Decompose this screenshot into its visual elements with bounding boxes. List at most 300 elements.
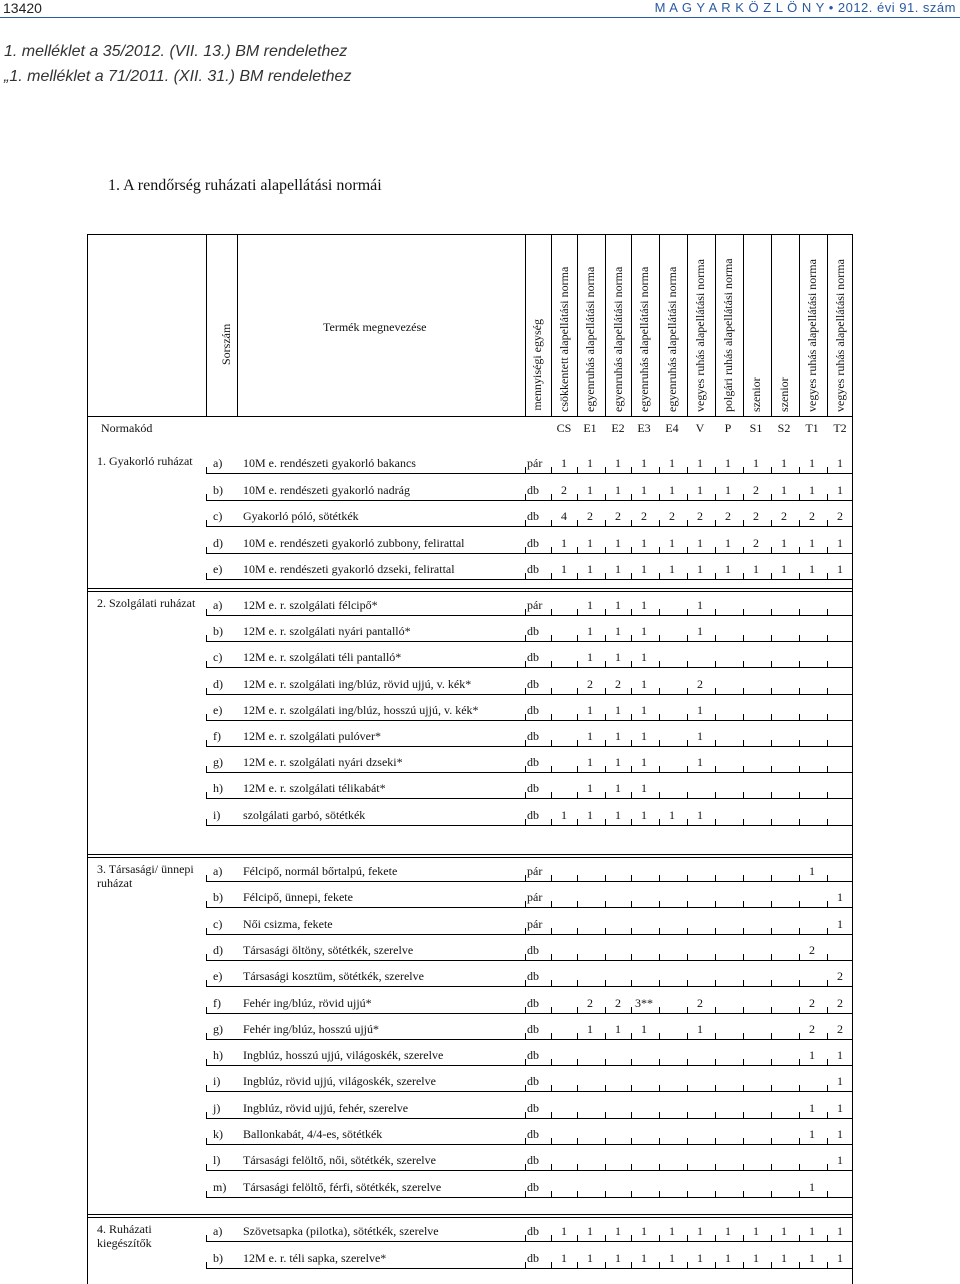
row-value: 1 [725, 535, 731, 550]
row-key: d) [213, 535, 223, 550]
norm-col-divider [771, 234, 772, 416]
row-tick [577, 1138, 578, 1145]
row-tick [605, 714, 606, 721]
row-key: k) [213, 1127, 223, 1141]
row-tick [525, 1164, 526, 1171]
row-tick [605, 1085, 606, 1092]
row-rule [206, 641, 853, 642]
row-tick [743, 1191, 744, 1198]
row-tick [525, 901, 526, 908]
journal-title: M A G Y A R K Ö Z L Ö N Y • 2012. évi 91. szám [654, 0, 956, 15]
row-tick [715, 1235, 716, 1242]
row-tick [525, 661, 526, 668]
row-product-name: Szövetsapka (pilotka), sötétkék, szerelve [243, 1224, 439, 1238]
row-tick [551, 547, 552, 554]
row-value: 1 [587, 482, 593, 497]
page-title: 1. A rendőrség ruházati alapellátási normái [108, 177, 382, 194]
row-value: 1 [669, 1250, 675, 1265]
row-value: 1 [587, 562, 593, 576]
row-rule [206, 694, 853, 695]
row-value: 1 [809, 456, 815, 470]
row-tick [827, 661, 828, 668]
row-tick [715, 1262, 716, 1269]
row-product-name: 10M e. rendészeti gyakorló dzseki, felirattal [243, 562, 455, 576]
row-tick [551, 714, 552, 721]
row-key: a) [213, 456, 223, 470]
row-tick [743, 609, 744, 616]
row-value: 1 [561, 562, 567, 576]
row-tick [577, 609, 578, 616]
row-tick [631, 875, 632, 882]
row-tick [715, 928, 716, 935]
row-unit: pár [527, 916, 543, 931]
row-tick [659, 875, 660, 882]
row-tick [687, 609, 688, 616]
section-separator [87, 1217, 853, 1218]
row-product-name: Félcipő, ünnepi, fekete [243, 890, 353, 905]
row-tick [743, 1085, 744, 1092]
norm-column-header: egyenruhás alapellátási norma [583, 266, 597, 412]
row-value: 1 [781, 1224, 787, 1238]
row-rule [206, 1065, 853, 1066]
row-tick [715, 740, 716, 747]
row-rule [206, 1170, 853, 1171]
row-tick [743, 1059, 744, 1066]
row-tick [799, 661, 800, 668]
row-tick [715, 494, 716, 501]
row-key: i) [213, 807, 221, 822]
row-tick [799, 467, 800, 474]
normakod-label: Normakód [101, 421, 153, 435]
row-tick [743, 1033, 744, 1040]
row-tick [631, 819, 632, 826]
row-tick [659, 980, 660, 987]
table-border-top [87, 234, 853, 235]
row-tick [687, 1033, 688, 1040]
row-value: 1 [781, 482, 787, 497]
row-tick [687, 688, 688, 695]
row-value: 1 [561, 456, 567, 470]
row-value: 2 [615, 509, 621, 523]
row-key: e) [213, 969, 223, 984]
row-rule [206, 1013, 853, 1014]
row-tick [771, 928, 772, 935]
row-tick [659, 714, 660, 721]
row-tick [799, 1191, 800, 1198]
row-tick [771, 547, 772, 554]
norm-col-divider [577, 234, 578, 416]
row-tick [206, 494, 207, 501]
row-key: f) [213, 729, 221, 743]
row-product-name: Gyakorló póló, sötétkék [243, 509, 359, 523]
row-value: 1 [837, 456, 843, 470]
row-tick [577, 661, 578, 668]
row-tick [687, 635, 688, 642]
row-product-name: 12M e. r. szolgálati nyári dzseki* [243, 755, 403, 770]
row-value: 1 [641, 456, 647, 470]
row-value: 2 [697, 509, 703, 523]
row-key: i) [213, 1074, 221, 1089]
row-tick [771, 467, 772, 474]
row-tick [206, 609, 207, 616]
row-tick [659, 819, 660, 826]
row-tick [827, 494, 828, 501]
row-tick [687, 740, 688, 747]
row-tick [605, 901, 606, 908]
row-tick [631, 1138, 632, 1145]
row-tick [827, 1059, 828, 1066]
row-value: 1 [781, 535, 787, 550]
row-value: 1 [641, 598, 647, 612]
row-tick [605, 740, 606, 747]
row-key: j) [213, 1100, 221, 1115]
row-value: 1 [587, 598, 593, 612]
row-tick [631, 494, 632, 501]
row-key: b) [213, 482, 223, 497]
row-unit: db [527, 781, 539, 796]
row-key: m) [213, 1179, 227, 1194]
row-product-name: Társasági felöltő, férfi, sötétkék, szerelve [243, 1179, 442, 1194]
row-value: 1 [615, 482, 621, 497]
row-tick [659, 467, 660, 474]
row-tick [827, 740, 828, 747]
section-separator [87, 857, 853, 858]
row-value: 1 [587, 1021, 593, 1036]
row-key: a) [213, 598, 223, 612]
row-tick [799, 766, 800, 773]
row-tick [687, 1164, 688, 1171]
row-value: 1 [837, 916, 843, 931]
row-value: 1 [837, 482, 843, 497]
row-tick [827, 573, 828, 580]
norm-column-header: polgári ruhás alapellátási norma [721, 258, 735, 412]
row-tick [577, 792, 578, 799]
row-tick [687, 467, 688, 474]
row-tick [659, 609, 660, 616]
row-tick [605, 635, 606, 642]
norm-code: P [724, 421, 732, 435]
col-divider [206, 234, 207, 416]
row-tick [577, 980, 578, 987]
row-tick [206, 1164, 207, 1171]
row-tick [799, 954, 800, 961]
row-tick [605, 875, 606, 882]
row-tick [525, 766, 526, 773]
row-tick [577, 954, 578, 961]
row-tick [743, 819, 744, 826]
row-value: 1 [641, 482, 647, 497]
row-tick [659, 1191, 660, 1198]
row-key: b) [213, 1250, 223, 1265]
row-tick [551, 1235, 552, 1242]
norm-column-header: egyenruhás alapellátási norma [665, 266, 679, 412]
row-rule [206, 579, 853, 580]
row-value: 1 [615, 729, 621, 743]
row-tick [525, 1033, 526, 1040]
row-value: 1 [615, 1021, 621, 1036]
row-tick [605, 494, 606, 501]
row-tick [799, 1007, 800, 1014]
row-tick [799, 1085, 800, 1092]
row-tick [525, 954, 526, 961]
row-tick [525, 547, 526, 554]
row-unit: pár [527, 456, 543, 470]
row-value: 1 [615, 755, 621, 770]
row-tick [715, 688, 716, 695]
row-tick [551, 467, 552, 474]
row-key: g) [213, 1021, 223, 1036]
row-tick [605, 1164, 606, 1171]
row-value: 1 [561, 1224, 567, 1238]
norm-column-header: csökkentett alapellátási norma [557, 266, 571, 412]
row-value: 1 [697, 1224, 703, 1238]
row-tick [206, 875, 207, 882]
row-tick [551, 928, 552, 935]
row-tick [605, 1235, 606, 1242]
row-key: c) [213, 650, 223, 665]
row-value: 1 [809, 1250, 815, 1265]
row-rule [206, 772, 853, 773]
row-tick [551, 520, 552, 527]
row-value: 1 [641, 781, 647, 796]
row-tick [771, 688, 772, 695]
row-key: b) [213, 624, 223, 639]
row-tick [771, 1033, 772, 1040]
row-tick [631, 661, 632, 668]
row-tick [206, 766, 207, 773]
row-tick [206, 1007, 207, 1014]
page-header [0, 0, 960, 16]
row-tick [605, 1112, 606, 1119]
norm-col-divider [631, 234, 632, 416]
row-tick [771, 1138, 772, 1145]
row-tick [715, 901, 716, 908]
row-tick [659, 494, 660, 501]
row-value: 2 [669, 509, 675, 523]
row-key: e) [213, 562, 223, 576]
row-tick [715, 1085, 716, 1092]
row-product-name: szolgálati garbó, sötétkék [243, 807, 366, 822]
row-value: 1 [809, 1048, 815, 1063]
row-tick [827, 928, 828, 935]
row-value: 1 [837, 890, 843, 905]
row-tick [827, 1191, 828, 1198]
row-product-name: 12M e. r. szolgálati nyári pantalló* [243, 624, 411, 639]
row-tick [551, 1007, 552, 1014]
row-value: 1 [753, 456, 759, 470]
row-value: 1 [615, 562, 621, 576]
row-product-name: 12M e. r. szolgálati téli pantalló* [243, 650, 402, 665]
row-tick [525, 1191, 526, 1198]
row-value: 1 [837, 1224, 843, 1238]
row-tick [631, 635, 632, 642]
annex-line-2: „1. melléklet a 71/2011. (XII. 31.) BM rendelethez [4, 68, 352, 85]
row-unit: db [527, 995, 539, 1010]
row-tick [827, 792, 828, 799]
row-tick [525, 1262, 526, 1269]
row-tick [771, 901, 772, 908]
row-tick [659, 1235, 660, 1242]
row-tick [605, 1007, 606, 1014]
row-tick [605, 954, 606, 961]
row-rule [206, 473, 853, 474]
row-rule [206, 526, 853, 527]
row-tick [577, 1262, 578, 1269]
section-separator [87, 854, 853, 855]
row-product-name: Társasági öltöny, sötétkék, szerelve [243, 942, 414, 957]
row-value: 3** [635, 995, 653, 1010]
row-value: 1 [615, 1224, 621, 1238]
row-value: 2 [615, 676, 621, 691]
row-tick [605, 928, 606, 935]
row-tick [206, 980, 207, 987]
row-unit: db [527, 1021, 539, 1036]
row-tick [551, 494, 552, 501]
row-tick [659, 1112, 660, 1119]
norm-column-header: szenior [749, 377, 763, 412]
row-tick [577, 1191, 578, 1198]
norm-code: E3 [637, 421, 651, 435]
section-title: 3. Társasági/ ünnepi ruházat [97, 862, 194, 890]
row-tick [577, 467, 578, 474]
row-value: 1 [587, 807, 593, 822]
row-tick [551, 661, 552, 668]
row-value: 1 [641, 1021, 647, 1036]
row-unit: db [527, 755, 539, 770]
row-tick [743, 980, 744, 987]
row-value: 2 [837, 969, 843, 984]
row-tick [525, 792, 526, 799]
row-tick [206, 573, 207, 580]
row-value: 2 [809, 1021, 815, 1036]
row-tick [551, 792, 552, 799]
row-tick [577, 635, 578, 642]
row-product-name: 12M e. r. szolgálati félcipő* [243, 598, 378, 612]
row-value: 1 [615, 624, 621, 639]
row-unit: db [527, 1250, 539, 1265]
row-tick [827, 766, 828, 773]
row-tick [525, 740, 526, 747]
row-tick [799, 573, 800, 580]
row-value: 1 [697, 1021, 703, 1036]
row-value: 1 [587, 624, 593, 639]
norm-col-divider [659, 234, 660, 416]
row-rule [206, 667, 853, 668]
table-border-left [87, 234, 88, 1284]
row-tick [577, 1112, 578, 1119]
row-product-name: 12M e. r. téli sapka, szerelve* [243, 1250, 387, 1265]
row-tick [687, 494, 688, 501]
row-tick [659, 1085, 660, 1092]
row-value: 1 [697, 456, 703, 470]
norms-table [87, 234, 853, 1284]
row-value: 1 [697, 482, 703, 497]
row-tick [659, 1059, 660, 1066]
row-tick [206, 661, 207, 668]
row-value: 1 [725, 482, 731, 497]
row-value: 1 [587, 1250, 593, 1265]
row-tick [631, 1191, 632, 1198]
row-value: 1 [641, 562, 647, 576]
row-tick [659, 1138, 660, 1145]
row-key: l) [213, 1153, 221, 1168]
row-tick [577, 819, 578, 826]
row-rule [206, 934, 853, 935]
row-rule [206, 825, 853, 826]
row-tick [525, 1007, 526, 1014]
row-tick [771, 954, 772, 961]
row-tick [577, 1033, 578, 1040]
row-tick [631, 928, 632, 935]
row-tick [715, 1112, 716, 1119]
norm-code: V [695, 421, 705, 435]
row-tick [799, 494, 800, 501]
row-tick [605, 547, 606, 554]
row-rule [206, 907, 853, 908]
row-tick [743, 1112, 744, 1119]
row-tick [687, 520, 688, 527]
row-tick [551, 1164, 552, 1171]
row-tick [551, 954, 552, 961]
row-value: 1 [561, 535, 567, 550]
row-tick [577, 688, 578, 695]
row-tick [827, 520, 828, 527]
norm-column-header: vegyes ruhás alapellátási norma [805, 259, 819, 412]
row-tick [715, 980, 716, 987]
row-tick [799, 520, 800, 527]
norm-column-header: vegyes ruhás alapellátási norma [693, 259, 707, 412]
row-tick [577, 875, 578, 882]
row-tick [605, 980, 606, 987]
row-tick [715, 1007, 716, 1014]
row-product-name: Ingblúz, rövid ujjú, világoskék, szerelve [243, 1074, 436, 1089]
col-divider [525, 234, 526, 416]
row-value: 1 [697, 624, 703, 639]
row-value: 1 [697, 729, 703, 743]
row-tick [827, 1262, 828, 1269]
row-tick [715, 954, 716, 961]
section-title: 1. Gyakorló ruházat [97, 454, 193, 468]
norm-code: E2 [611, 421, 625, 435]
row-value: 1 [809, 1127, 815, 1141]
row-tick [715, 1033, 716, 1040]
row-value: 1 [697, 598, 703, 612]
row-tick [715, 766, 716, 773]
row-tick [743, 635, 744, 642]
row-value: 1 [697, 535, 703, 550]
row-tick [631, 1262, 632, 1269]
col-divider [237, 234, 238, 416]
row-tick [206, 635, 207, 642]
row-key: g) [213, 755, 223, 770]
row-tick [687, 1235, 688, 1242]
row-value: 2 [753, 482, 759, 497]
row-tick [551, 1112, 552, 1119]
row-tick [551, 740, 552, 747]
row-product-name: Fehér ing/blúz, hosszú ujjú* [243, 1021, 379, 1036]
row-tick [605, 609, 606, 616]
row-tick [827, 1007, 828, 1014]
row-unit: db [527, 702, 539, 717]
row-tick [799, 547, 800, 554]
row-tick [687, 901, 688, 908]
norm-column-header: szenior [777, 377, 791, 412]
row-tick [771, 1085, 772, 1092]
row-unit: db [527, 969, 539, 984]
row-tick [771, 740, 772, 747]
row-tick [551, 875, 552, 882]
row-tick [577, 520, 578, 527]
